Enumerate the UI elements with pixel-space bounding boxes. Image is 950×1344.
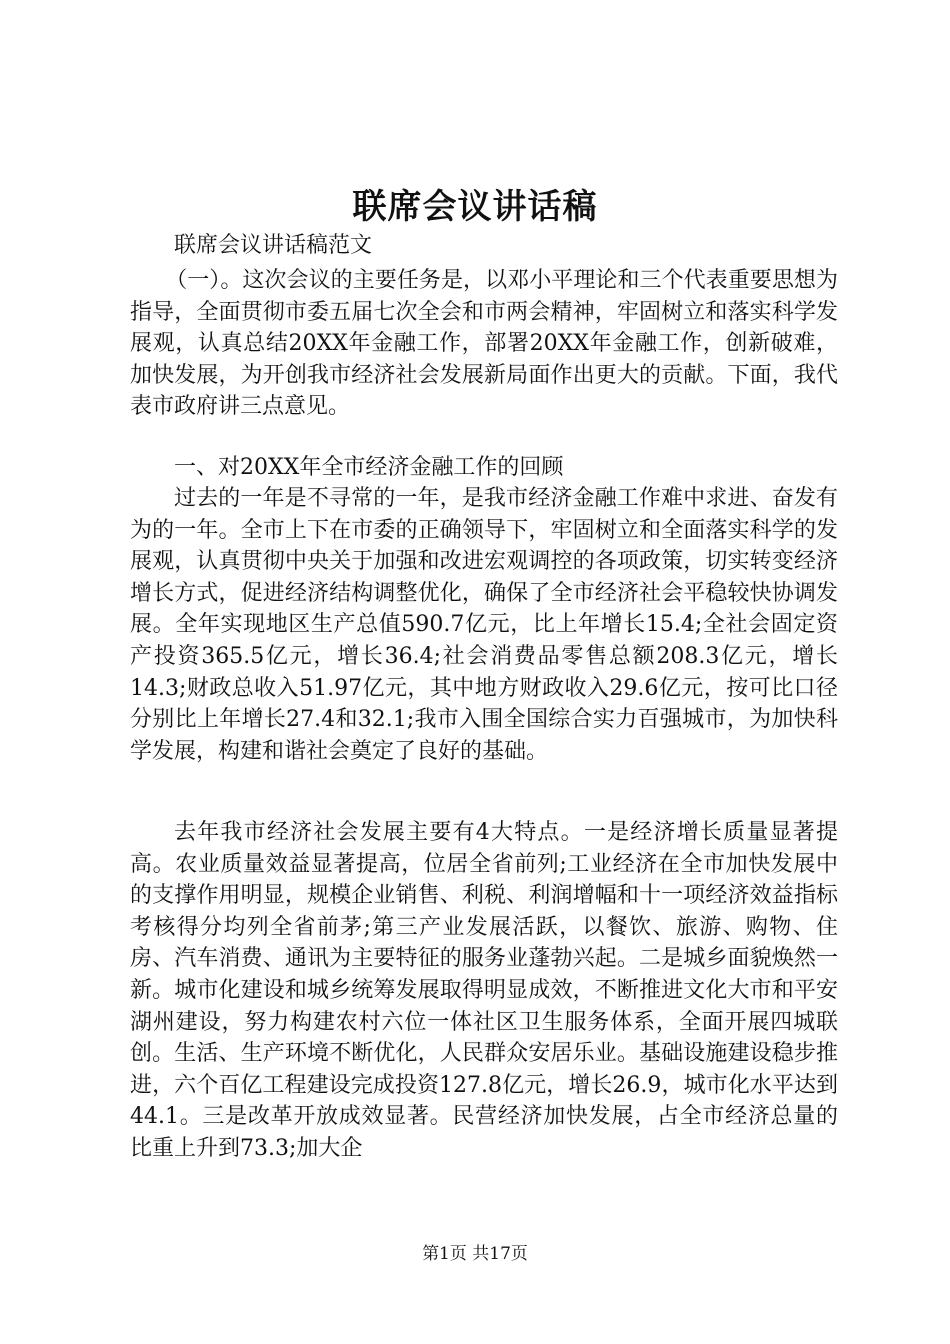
document-title: 联席会议讲话稿 (352, 187, 598, 227)
paragraph-review-text: 过去的一年是不寻常的一年，是我市经济金融工作难中求进、奋发有为的一年。全市上下在市委的正确领导下，牢固树立和全面落实科学的发展观，认真贯彻中央关于加强和改进宏观调控的各项政策，切实转变经济增长方式，促进经济结构调整优化，确保了全市经济社会平稳较快协调发展。全年实现地区生产总值590.7亿元，比上年增长15.4;全社会固定资产投资365.5亿元，增长36.4;社会消费品零售总额208.3亿元，增长14.3;财政总收入51.97亿元，其中地方财政收入29.6亿元，按可比口径分别比上年增长27.4和32.1;我市入围全国综合实力百强城市，为加快科学发展，构建和谐社会奠定了良好的基础。 (130, 486, 838, 764)
paragraph-features (130, 817, 838, 1165)
page-indicator: 第1页 共17页 (422, 1244, 528, 1264)
paragraph-features-text: 去年我市经济社会发展主要有4大特点。一是经济增长质量显著提高。农业质量效益显著提高，位居全省前列;工业经济在全市加快发展中的支撑作用明显，规模企业销售、利税、利润增幅和十一项经济效益指标考核得分均列全省前茅;第三产业发展活跃，以餐饮、旅游、购物、住房、汽车消费、通讯为主要特征的服务业蓬勃兴起。二是城乡面貌焕然一新。城市化建设和城乡统筹发展取得明显成效，不断推进文化大市和平安湖州建设，努力构建农村六位一体社区卫生服务体系，全面开展四城联创。生活、生产环境不断优化，人民群众安居乐业。基础设施建设稳步推进，六个百亿工程建设完成投资127.8亿元，增长26.9，城市化水平达到44.1。三是改革开放成效显著。民营经济加快发展，占全市经济总量的比重上升到73.3;加大企 (130, 820, 838, 1161)
section-heading (130, 452, 838, 484)
document-subtitle (130, 230, 838, 262)
paragraph-review (130, 483, 838, 767)
paragraph-intro-text: （一）。这次会议的主要任务是，以邓小平理论和三个代表重要思想为指导，全面贯彻市委五届七次全会和市两会精神，牢固树立和落实科学发展观，认真总结20XX年金融工作，部署20XX年金融工作，创新破难，加快发展，为开创我市经济社会发展新局面作出更大的贡献。下面，我代表市政府讲三点意见。 (130, 268, 838, 420)
subtitle-text: 联席会议讲话稿范文 (174, 233, 373, 258)
paragraph-intro (130, 265, 838, 423)
page-footer (0, 1243, 950, 1265)
section-heading-text: 一、对20XX年全市经济金融工作的回顾 (174, 455, 564, 480)
